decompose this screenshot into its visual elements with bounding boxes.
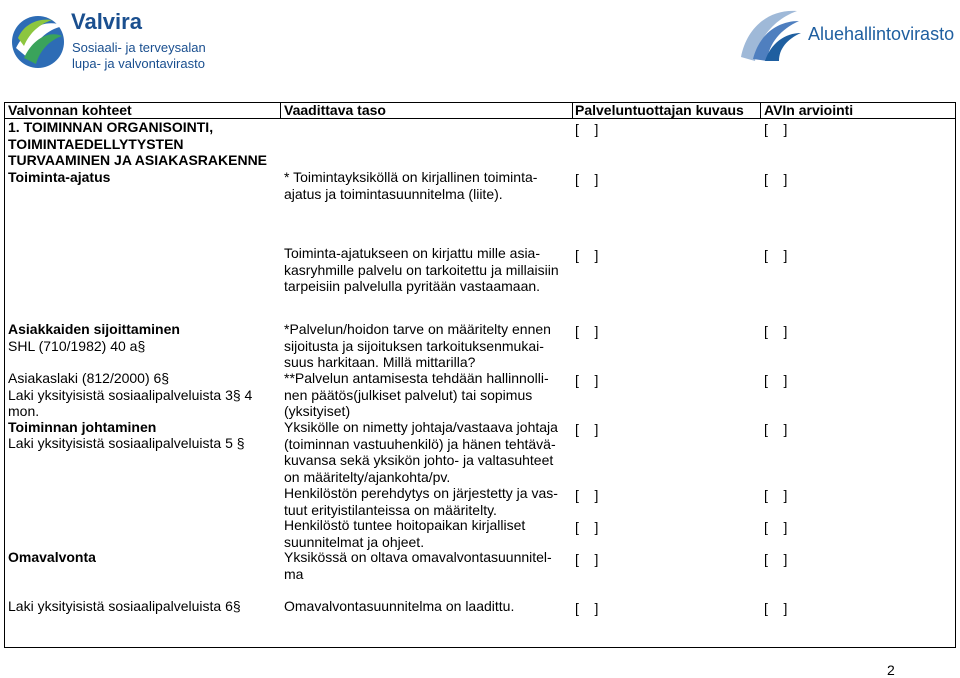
valvira-subtitle-1: Sosiaali- ja terveysalan (72, 40, 206, 55)
row2-avi-checkbox[interactable]: [ ] (764, 171, 788, 187)
supervision-table (4, 102, 956, 648)
row2-subject: Toiminta-ajatus (8, 169, 111, 185)
row5-avi-checkbox[interactable]: [ ] (764, 372, 788, 388)
row5-level: **Palvelun antamisesta tehdään hallinnolli- nen päätös(julkiset palvelut) tai sopimus (yksityiset) (284, 370, 549, 419)
row7-provider-checkbox[interactable]: [ ] (575, 487, 599, 503)
col-header-provider: Palveluntuottajan kuvaus (575, 102, 744, 118)
row10-level: Omavalvontasuunnitelma on laadittu. (284, 598, 515, 614)
row2-provider-checkbox[interactable]: [ ] (575, 171, 599, 187)
row9-subject: Omavalvonta (8, 549, 96, 565)
col-header-subject: Valvonnan kohteet (8, 102, 132, 118)
row7-avi-checkbox[interactable]: [ ] (764, 487, 788, 503)
row6-level: Yksikölle on nimetty johtaja/vastaava johtaja (toiminnan vastuuhenkilö) ja hänen tehtävä- kuvansa sekä yksikön johto- ja valtasuhteet on määritelty/ajankohta/pv. (284, 419, 558, 485)
row9-provider-checkbox[interactable]: [ ] (575, 551, 599, 567)
row1-avi-checkbox[interactable]: [ ] (764, 121, 788, 137)
row9-level: Yksikössä on oltava omavalvontasuunnitel- ma (284, 549, 552, 582)
row5-subject: Asiakaslaki (812/2000) 6§ Laki yksityisistä sosiaalipalveluista 3§ 4 mon. (8, 370, 253, 419)
valvira-name: Valvira (71, 9, 142, 34)
row6-avi-checkbox[interactable]: [ ] (764, 421, 788, 437)
row10-avi-checkbox[interactable]: [ ] (764, 600, 788, 616)
row8-avi-checkbox[interactable]: [ ] (764, 519, 788, 535)
row3-level: Toiminta-ajatukseen on kirjattu mille asia- kasryhmille palvelu on tarkoitettu ja millaisiin tarpeisiin palvelulla pyritään vastaamaan. (284, 245, 559, 294)
row8-level: Henkilöstö tuntee hoitopaikan kirjalliset suunnitelmat ja ohjeet. (284, 517, 526, 550)
row7-level: Henkilöstön perehdytys on järjestetty ja vas- tuut erityistilanteissa on määritelty. (284, 485, 558, 518)
row6-subject-law: Laki yksityisistä sosiaalipalveluista 5 § (8, 435, 245, 451)
row10-subject: Laki yksityisistä sosiaalipalveluista 6§ (8, 598, 241, 614)
row4-level: *Palvelun/hoidon tarve on määritelty ennen sijoitusta ja sijoituksen tarkoituksenmukai- suus harkitaan. Millä mittarilla? (284, 321, 551, 370)
row6-provider-checkbox[interactable]: [ ] (575, 421, 599, 437)
row3-provider-checkbox[interactable]: [ ] (575, 247, 599, 263)
valvira-subtitle-2: lupa- ja valvontavirasto (72, 56, 205, 71)
row4-subject-law: SHL (710/1982) 40 a§ (8, 338, 146, 354)
avi-logo-icon (735, 5, 805, 63)
row4-provider-checkbox[interactable]: [ ] (575, 323, 599, 339)
row4-avi-checkbox[interactable]: [ ] (764, 323, 788, 339)
row8-provider-checkbox[interactable]: [ ] (575, 519, 599, 535)
row6-subject-title: Toiminnan johtaminen (8, 419, 157, 435)
row10-provider-checkbox[interactable]: [ ] (575, 600, 599, 616)
page-number: 2 (887, 662, 895, 678)
row3-avi-checkbox[interactable]: [ ] (764, 247, 788, 263)
row2-level: * Toimintayksiköllä on kirjallinen toiminta- ajatus ja toimintasuunnitelma (liite). (284, 169, 538, 202)
row4-subject-title: Asiakkaiden sijoittaminen (8, 321, 180, 337)
col-header-level: Vaadittava taso (284, 102, 386, 118)
avi-name: Aluehallintovirasto (808, 24, 955, 44)
row5-provider-checkbox[interactable]: [ ] (575, 372, 599, 388)
row9-avi-checkbox[interactable]: [ ] (764, 551, 788, 567)
col-header-avi: AVIn arviointi (764, 102, 854, 118)
row1-provider-checkbox[interactable]: [ ] (575, 121, 599, 137)
row1-subject: 1. TOIMINNAN ORGANISOINTI, TOIMINTAEDELLYTYSTEN TURVAAMINEN JA ASIAKASRAKENNE (8, 119, 268, 168)
